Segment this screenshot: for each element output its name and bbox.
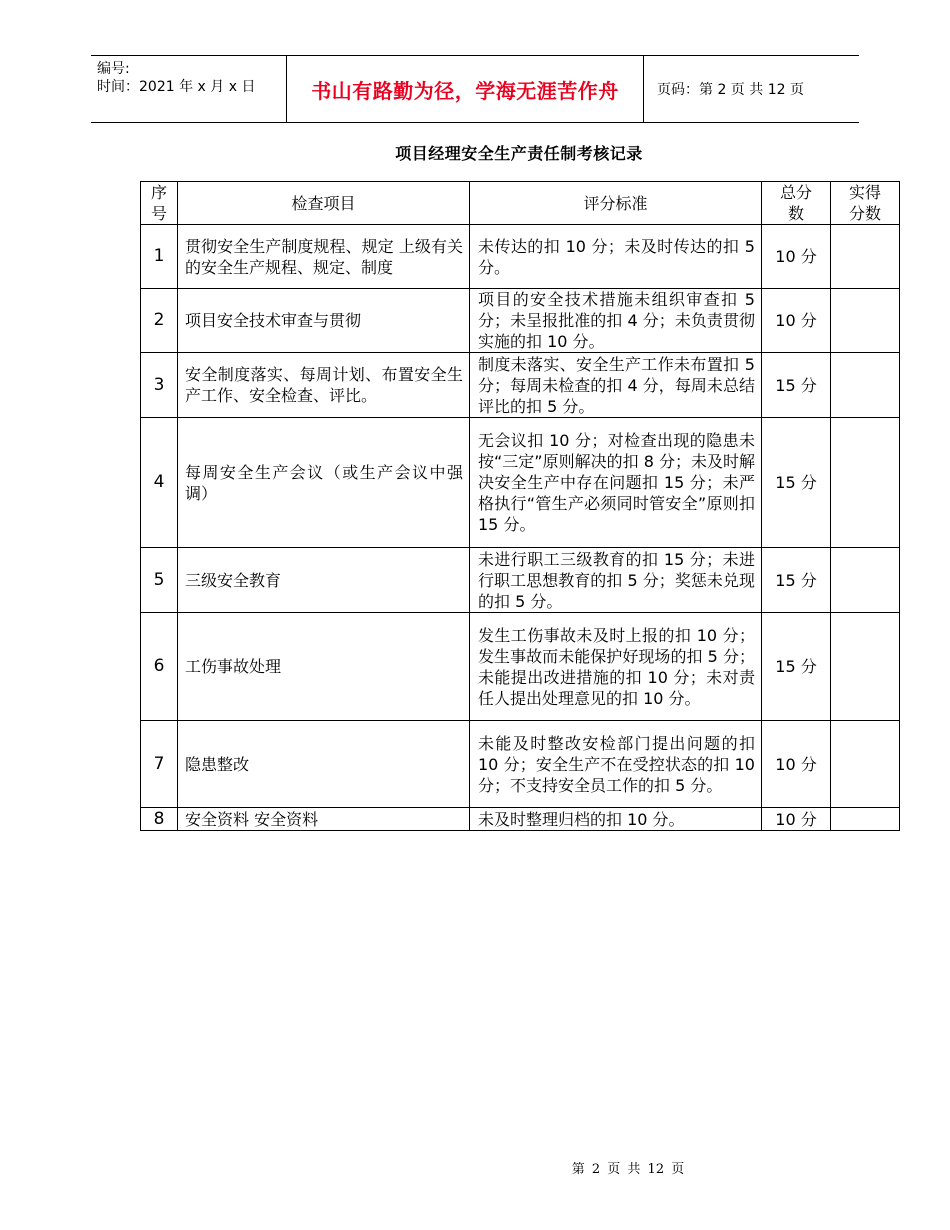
time-label: 时间：2021 年 x 月 x 日 [97,79,256,95]
table-row [141,808,900,831]
row-total: 10 分 [762,225,831,289]
row-no: 3 [141,353,178,418]
page-label: 页码：第 2 页 共 12 页 [657,82,804,98]
header-item: 检查项目 [178,182,470,225]
row-no: 5 [141,548,178,613]
row-no: 7 [141,721,178,808]
row-actual [831,289,900,353]
table-row [141,613,900,721]
row-item: 三级安全教育 [178,548,470,613]
row-criteria: 未及时整理归档的扣 10 分。 [470,808,762,831]
table-row [141,418,900,548]
row-actual [831,418,900,548]
row-item: 安全制度落实、每周计划、布置安全生产工作、安全检查、评比。 [178,353,470,418]
row-total: 15 分 [762,418,831,548]
row-item: 每周安全生产会议（或生产会议中强调） [178,418,470,548]
row-actual [831,225,900,289]
row-no: 1 [141,225,178,289]
row-criteria: 发生工伤事故未及时上报的扣 10 分；发生事故而未能保护好现场的扣 5 分；未能提出改进措施的扣 10 分；未对责任人提出处理意见的扣 10 分。 [470,613,762,721]
page-footer [0,1158,950,1177]
header-actual: 实得分数 [831,182,900,225]
table-row [141,721,900,808]
row-criteria: 未传达的扣 10 分；未及时传达的扣 5 分。 [470,225,762,289]
header-total: 总分数 [762,182,831,225]
row-item: 工伤事故处理 [178,613,470,721]
row-actual [831,353,900,418]
row-criteria: 制度未落实、安全生产工作未布置扣 5 分；每周未检查的扣 4 分，每周未总结评比的扣 5 分。 [470,353,762,418]
row-no: 4 [141,418,178,548]
row-total: 15 分 [762,613,831,721]
row-criteria: 未能及时整改安检部门提出问题的扣 10 分；安全生产不在受控状态的扣 10 分；不支持安全员工作的扣 5 分。 [470,721,762,808]
motto: 书山有路勤为径，学海无涯苦作舟 [286,56,644,122]
row-criteria: 无会议扣 10 分；对检查出现的隐患未按“三定”原则解决的扣 8 分；未及时解决安全生产中存在问题扣 15 分；未严格执行“管生产必须同时管安全”原则扣 15 分。 [470,418,762,548]
header-no: 序号 [141,182,178,225]
row-no: 8 [141,808,178,831]
row-no: 6 [141,613,178,721]
header-meta [91,56,285,122]
row-actual [831,721,900,808]
row-total: 15 分 [762,353,831,418]
row-item: 项目安全技术审查与贯彻 [178,289,470,353]
row-criteria: 项目的安全技术措施未组织审查扣 5 分；未呈报批准的扣 4 分；未负责贯彻实施的扣 10 分。 [470,289,762,353]
table-row [141,548,900,613]
row-total: 15 分 [762,548,831,613]
page-header [91,55,859,123]
row-item: 隐患整改 [178,721,470,808]
table-header-row [141,182,900,225]
row-item: 贯彻安全生产制度规程、规定 上级有关的安全生产规程、规定、制度 [178,225,470,289]
row-total: 10 分 [762,289,831,353]
row-actual [831,613,900,721]
footer-page-number: 第 2 页 共 12 页 [571,1162,685,1177]
row-actual [831,808,900,831]
assessment-table [140,181,900,831]
row-no: 2 [141,289,178,353]
table-row [141,225,900,289]
document-title: 项目经理安全生产责任制考核记录 [395,144,643,163]
row-criteria: 未进行职工三级教育的扣 15 分；未进行职工思想教育的扣 5 分；奖惩未兑现的扣 5 分。 [470,548,762,613]
row-total: 10 分 [762,721,831,808]
table-row [141,353,900,418]
row-total: 10 分 [762,808,831,831]
table-row [141,289,900,353]
row-item: 安全资料 安全资料 [178,808,470,831]
header-criteria: 评分标准 [470,182,762,225]
code-label: 编号: [97,61,130,77]
row-actual [831,548,900,613]
